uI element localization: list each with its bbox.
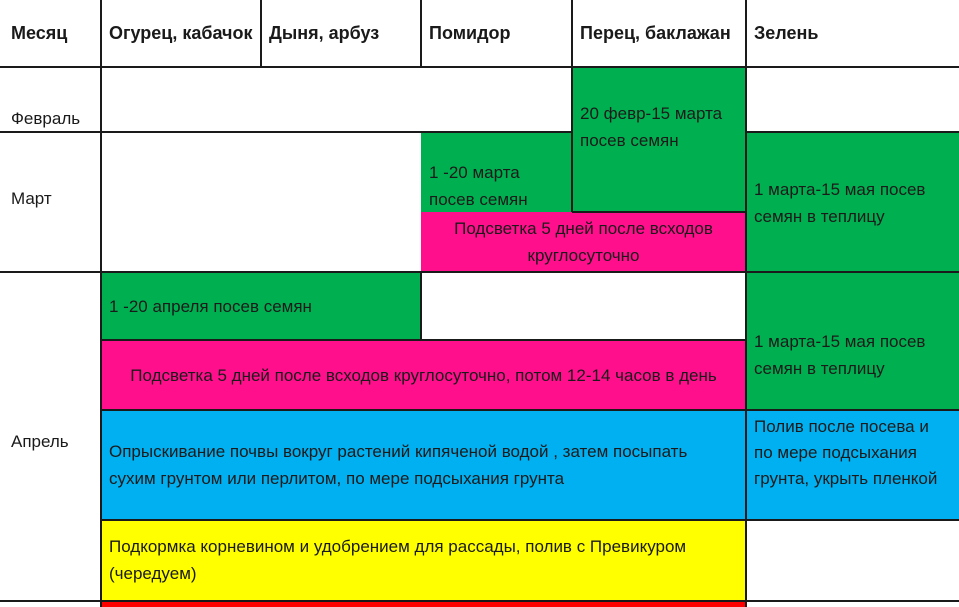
month-february: Февраль [11, 109, 81, 128]
month-april: Апрель [11, 432, 69, 451]
header-cucumber: Огурец, кабачок [109, 23, 253, 43]
cell-greens-mar-sowing: 1 марта-15 мая посев семян в теплицу [746, 133, 959, 272]
month-march: Март [11, 189, 52, 208]
cell-tomato-mar-sowing: 1 -20 марта посев семян [421, 133, 572, 212]
cell-apr-lighting: Подсветка 5 дней после всходов круглосуточно, потом 12-14 часов в день [101, 340, 746, 410]
cell-greens-apr-sowing: 1 марта-15 мая посев семян в теплицу [746, 272, 959, 410]
cell-pepper-feb-sowing: 20 февр-15 марта посев семян [572, 66, 746, 212]
header-greens: Зелень [754, 23, 819, 43]
cell-apr-feeding: Подкормка корневином и удобрением для рассады, полив с Превикуром (чередуем) [101, 520, 746, 600]
cell-apr-spraying: Опрыскивание почвы вокруг растений кипяченой водой , затем посыпать сухим грунтом или перлитом, по мере подсыхания грунта [101, 410, 746, 520]
cell-greens-apr-watering: Полив после посева и по мере подсыхания грунта, укрыть пленкой [746, 410, 959, 520]
header-tomato: Помидор [429, 23, 511, 43]
header-month: Месяц [11, 23, 68, 43]
cell-apr-sowing: 1 -20 апреля посев семян [101, 272, 421, 340]
header-pepper: Перец, баклажан [580, 23, 731, 43]
header-melon: Дыня, арбуз [269, 23, 380, 43]
cell-mar-lighting: Подсветка 5 дней после всходов круглосуточно [421, 212, 746, 272]
